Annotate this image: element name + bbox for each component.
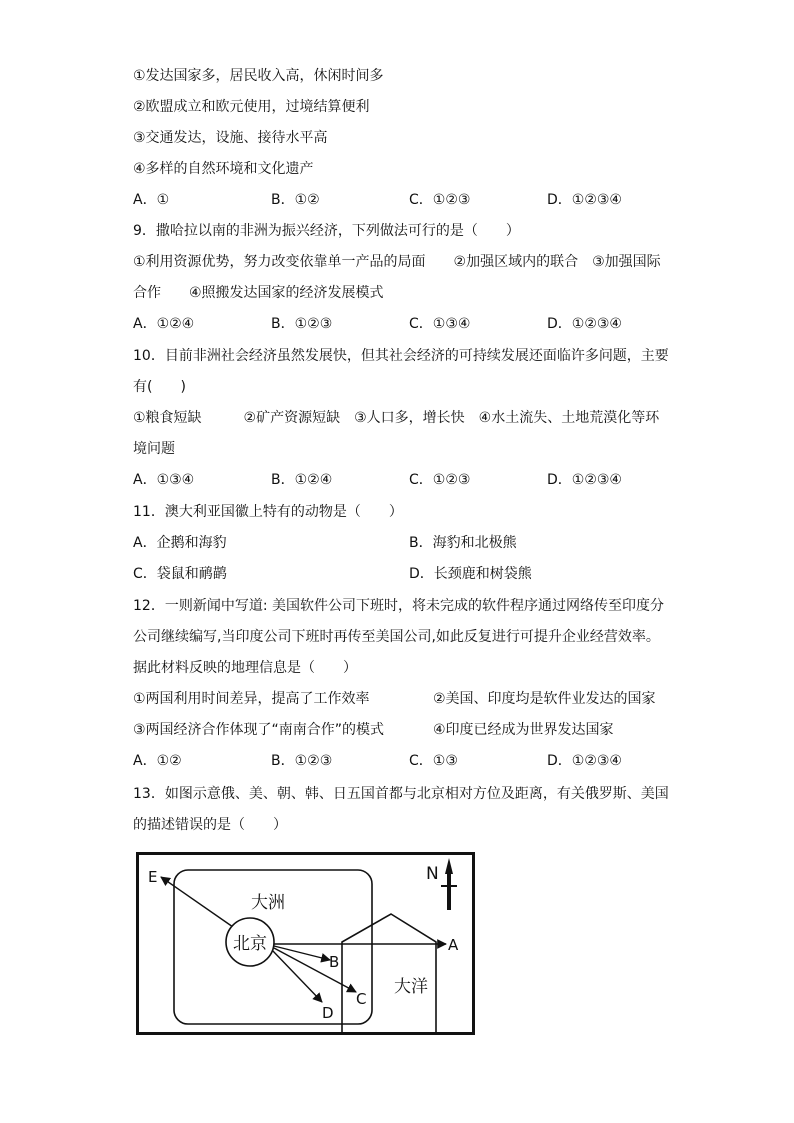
- q9-items-line1: ①利用资源优势，努力改变依靠单一产品的局面 ②加强区域内的联合 ③加强国际: [133, 254, 661, 270]
- q12-item-3: ③两国经济合作体现了“南南合作”的模式: [133, 722, 385, 738]
- continent-label: 大洲: [251, 893, 285, 913]
- capital-direction-diagram: [136, 852, 476, 1036]
- q12-stem-line1: 12．一则新闻中写道: 美国软件公司下班时，将未完成的软件程序通过网络传至印度分: [133, 598, 664, 614]
- q12-item-1: ①两国利用时间差异，提高了工作效率: [133, 691, 370, 707]
- point-label-b: B: [329, 953, 340, 971]
- q8-option-a: A．①: [133, 192, 170, 208]
- ocean-label: 大洋: [394, 977, 428, 997]
- q9-option-d: D．①②③④: [547, 316, 622, 332]
- q9-option-a: A．①②④: [133, 316, 195, 332]
- q9-option-b: B．①②③: [271, 316, 333, 332]
- q8-option-d: D．①②③④: [547, 192, 622, 208]
- point-label-a: A: [448, 936, 459, 954]
- q10-stem-line1: 10．目前非洲社会经济虽然发展快，但其社会经济的可持续发展还面临许多问题，主要: [133, 348, 669, 364]
- q12-stem-line3: 据此材料反映的地理信息是（ ）: [133, 660, 357, 676]
- q8-option-b: B．①②: [271, 192, 320, 208]
- q13-stem-line2: 的描述错误的是（ ）: [133, 817, 287, 833]
- q8-item-2: ②欧盟成立和欧元使用，过境结算便利: [133, 99, 370, 115]
- q12-stem-line2: 公司继续编写,当印度公司下班时再传至美国公司,如此反复进行可提升企业经营效率。: [133, 629, 660, 645]
- q10-option-d: D．①②③④: [547, 472, 622, 488]
- q10-items-line2: 境问题: [133, 441, 175, 457]
- point-label-d: D: [322, 1004, 334, 1022]
- q8-option-c: C．①②③: [409, 192, 471, 208]
- q11-stem: 11．澳大利亚国徽上特有的动物是（ ）: [133, 504, 403, 520]
- beijing-label: 北京: [233, 934, 267, 954]
- point-label-c: C: [356, 990, 367, 1008]
- q8-item-1: ①发达国家多，居民收入高，休闲时间多: [133, 68, 384, 84]
- q10-items-line1: ①粮食短缺 ②矿产资源短缺 ③人口多，增长快 ④水土流失、土地荒漠化等环: [133, 410, 660, 426]
- q12-item-2: ②美国、印度均是软件业发达的国家: [433, 691, 656, 707]
- q9-option-c: C．①③④: [409, 316, 471, 332]
- north-label: N: [426, 864, 439, 884]
- q11-option-d: D．长颈鹿和树袋熊: [409, 566, 532, 582]
- q11-option-b: B．海豹和北极熊: [409, 535, 517, 551]
- q10-option-a: A．①③④: [133, 472, 195, 488]
- point-label-e: E: [148, 868, 158, 886]
- q11-option-a: A．企鹅和海豹: [133, 535, 227, 551]
- q10-stem-line2: 有( ): [133, 379, 186, 395]
- q10-option-b: B．①②④: [271, 472, 333, 488]
- q10-option-c: C．①②③: [409, 472, 471, 488]
- q12-option-a: A．①②: [133, 753, 182, 769]
- q9-stem: 9．撒哈拉以南的非洲为振兴经济，下列做法可行的是（ ）: [133, 223, 520, 239]
- q8-item-3: ③交通发达，设施、接待水平高: [133, 130, 328, 146]
- q12-item-4: ④印度已经成为世界发达国家: [433, 722, 614, 738]
- q9-items-line2: 合作 ④照搬发达国家的经济发展模式: [133, 285, 384, 301]
- q13-stem-line1: 13．如图示意俄、美、朝、韩、日五国首都与北京相对方位及距离，有关俄罗斯、美国: [133, 786, 669, 802]
- q8-item-4: ④多样的自然环境和文化遗产: [133, 161, 314, 177]
- q11-option-c: C．袋鼠和鸸鹋: [133, 566, 227, 582]
- q12-option-c: C．①③: [409, 753, 458, 769]
- q12-option-d: D．①②③④: [547, 753, 622, 769]
- q12-option-b: B．①②③: [271, 753, 333, 769]
